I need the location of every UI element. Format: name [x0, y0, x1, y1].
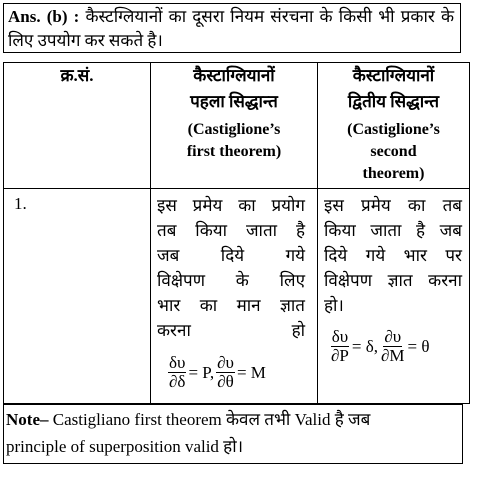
fraction-numerator: δυ: [169, 353, 186, 372]
fraction-numerator: ∂υ: [384, 327, 402, 346]
fraction-denominator: ∂M: [380, 346, 405, 365]
second-theorem-formula: [328, 328, 429, 365]
formula-fraction: [330, 328, 350, 365]
fraction-numerator: δυ: [331, 327, 349, 346]
header-first-english-1: (Castiglione’s: [187, 121, 281, 138]
first-desc-line: तब किया जाता है: [157, 221, 305, 240]
first-desc-line: करना हो: [157, 321, 305, 340]
second-desc-line: इस प्रमेय का तब: [324, 196, 462, 215]
second-desc-line: हो।: [324, 296, 344, 315]
second-desc-line: किया जाता है जब: [324, 221, 462, 240]
row-divider: [4, 188, 469, 189]
fraction-denominator: ∂P: [331, 346, 349, 365]
header-second-english-3: theorem): [362, 165, 425, 182]
header-first-hindi-1: कैस्टाग्लियानों: [193, 66, 275, 85]
first-desc-line: भार का मान ज्ञात: [157, 296, 305, 315]
row-serial: 1.: [14, 194, 27, 213]
answer-label: Ans. (b) :: [8, 7, 80, 26]
header-first-theorem: [151, 65, 317, 163]
header-first-english-2: first theorem): [186, 143, 282, 160]
formula-equals: = θ: [407, 336, 430, 356]
second-desc-line: दिये गये भार पर: [324, 246, 462, 265]
fraction-numerator: ∂υ: [217, 353, 234, 372]
formula-fraction: [168, 354, 186, 391]
note-text-2: principle of superposition valid हो।: [6, 437, 244, 456]
note-text-1: Castigliano first theorem केवल तभी Valid है जब: [52, 410, 371, 429]
header-serial: क्र.सं.: [60, 66, 94, 85]
header-first-hindi-2: पहला सिद्धान्त: [190, 92, 278, 111]
header-second-english-1: (Castiglione’s: [347, 121, 440, 138]
formula-fraction: [380, 328, 406, 365]
formula-equals: = P,: [188, 362, 215, 382]
first-theorem-description: [157, 193, 305, 343]
header-second-hindi-2: द्वितीय सिद्धान्त: [347, 92, 440, 111]
note-box: [3, 404, 463, 464]
note-line-1: [6, 406, 458, 433]
first-desc-line: इस प्रमेय का प्रयोग: [157, 196, 305, 215]
note-label: Note–: [6, 410, 49, 429]
second-desc-line: विक्षेपण ज्ञात करना: [324, 271, 462, 290]
comparison-table: [3, 62, 470, 404]
first-desc-line: जब दिये गये: [157, 246, 305, 265]
header-second-english-2: second: [370, 143, 417, 160]
first-theorem-formula: [166, 354, 266, 391]
fraction-denominator: ∂δ: [169, 372, 186, 391]
first-desc-line: विक्षेपण के लिए: [157, 271, 305, 290]
formula-fraction: [216, 354, 235, 391]
answer-text: कैस्टग्लियानों का दूसरा नियम संरचना के किसी भी प्रकार के लिए उपयोग कर सकते है।: [8, 7, 454, 50]
formula-equals: = δ,: [351, 336, 378, 356]
header-second-hindi-1: कैस्टाग्लियानों: [352, 66, 435, 85]
fraction-denominator: ∂θ: [217, 372, 234, 391]
answer-box: [3, 3, 461, 53]
formula-equals: = M: [236, 362, 266, 382]
second-theorem-description: [324, 193, 462, 318]
header-second-theorem: [318, 65, 469, 185]
